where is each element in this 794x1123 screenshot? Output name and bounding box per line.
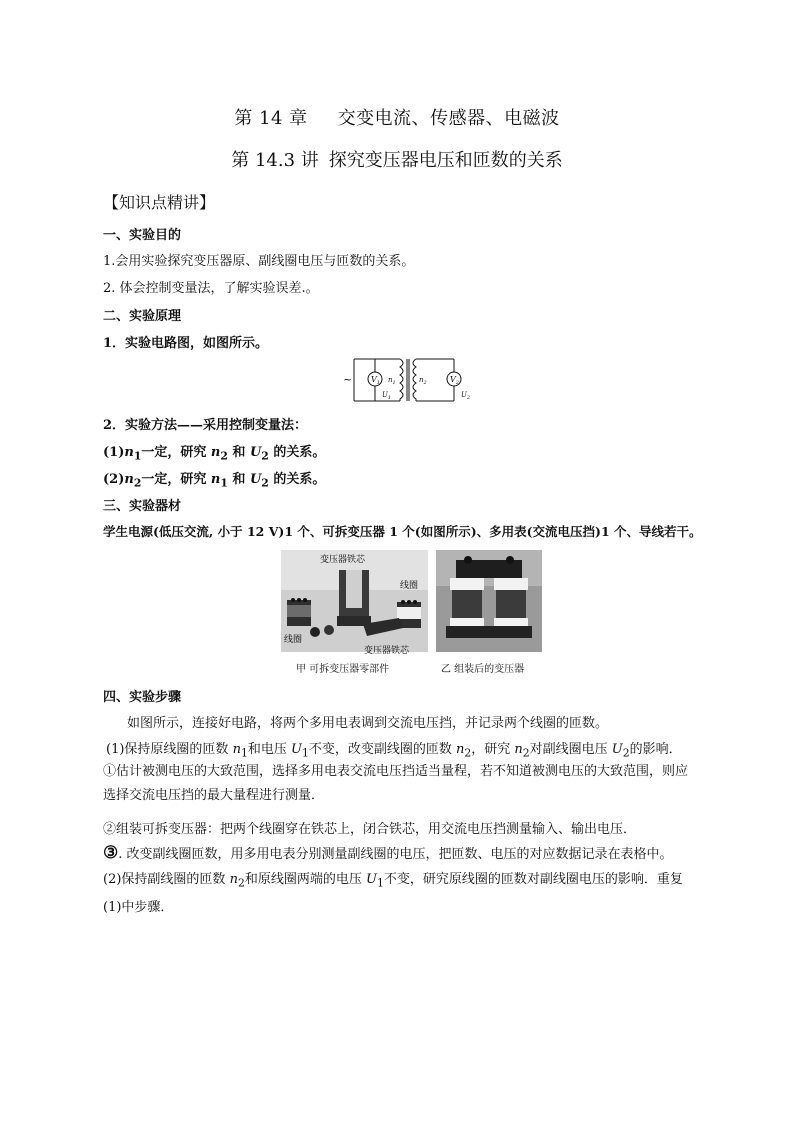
- section1-item-1: 1.会用实验探究变压器原、副线圈电压与匝数的关系。: [103, 254, 415, 269]
- label-coil-left: 线圈: [284, 635, 303, 645]
- method-case-2: [103, 468, 325, 490]
- lecture-number: 第 14.3 讲: [231, 150, 319, 171]
- section3-materials: 学生电源(低压交流, 小于 12 V)1 个、可拆变压器 1 个(如图所示)、多用表(交流电压挡)1 个、导线若干。: [103, 524, 702, 539]
- case1-end: 的关系。: [268, 445, 326, 460]
- step-2: [103, 868, 699, 920]
- step-1-sub-1: ①估计被测电压的大致范围，选择多用电表交流电压挡适当量程，若不知道被测电压的大致范围，则应选择交流电压挡的最大量程进行测量．: [103, 764, 689, 803]
- step1-n2b-sub: 2: [522, 746, 530, 760]
- step1-n2-sub: 2: [464, 746, 472, 760]
- case1-var-c-sub: 2: [261, 449, 269, 463]
- section1-heading: 一、实验目的: [103, 228, 182, 243]
- case2-var-a-sub: 2: [133, 476, 142, 490]
- case2-prefix: (2): [103, 472, 125, 487]
- case1-prefix: (1): [103, 445, 125, 460]
- case2-var-c: U: [249, 472, 262, 487]
- step1-text-4: ，研究: [471, 742, 515, 757]
- step2-u1-sub: 1: [376, 876, 384, 890]
- step2-n2: n: [229, 872, 238, 887]
- case2-mid: 一定，研究: [141, 472, 211, 487]
- lecture-name: 探究变压器电压和匝数的关系: [328, 150, 563, 171]
- step1-u2-sub: 2: [622, 746, 630, 760]
- voltmeter1-sub: 1: [376, 380, 380, 386]
- step1-n1: n: [232, 742, 241, 757]
- case1-mid: 一定，研究: [141, 445, 211, 460]
- svg-text:U2: [461, 391, 470, 401]
- n1-sub: 1: [392, 380, 396, 386]
- u1-label: U: [382, 391, 388, 399]
- case1-var-c: U: [249, 445, 262, 460]
- method-case-1: [103, 441, 325, 463]
- n1-label: n: [388, 376, 393, 384]
- svg-text:U1: [382, 391, 391, 401]
- n2-label: n: [419, 376, 424, 384]
- step1-u1: U: [290, 742, 302, 757]
- step1-text-3: 不变，改变副线圈的匝数: [308, 742, 456, 757]
- svg-text:V2: [450, 375, 459, 386]
- svg-text:n2: [419, 376, 427, 386]
- case1-var-b-sub: 2: [220, 449, 228, 463]
- case2-var-c-sub: 2: [261, 476, 269, 490]
- voltmeter2-label: V: [450, 375, 456, 384]
- sub3-mark: ③: [103, 843, 119, 863]
- step2-text-1: (2)保持副线圈的匝数: [103, 872, 230, 887]
- step1-u1-sub: 1: [301, 746, 309, 760]
- section2-item-2: 2．实验方法——采用控制变量法：: [103, 418, 308, 433]
- u2-label: U: [461, 391, 467, 399]
- case2-var-a: n: [124, 472, 134, 487]
- assembled-transformer-photo: [436, 550, 542, 652]
- step1-text-6: 的影响．: [629, 742, 682, 757]
- lecture-title: [0, 146, 794, 172]
- label-core-top: 变压器铁芯: [320, 555, 366, 565]
- u1-sub: 1: [387, 395, 392, 401]
- case2-and: 和: [227, 472, 250, 487]
- step-1-sub-3: [103, 843, 673, 863]
- step1-n2b: n: [514, 742, 523, 757]
- u2-sub: 2: [466, 395, 470, 401]
- ac-source-symbol: ~: [343, 373, 353, 386]
- case1-var-a-sub: 1: [133, 449, 142, 463]
- step1-text-5: 对副线圈电压: [529, 742, 612, 757]
- n2-sub: 2: [423, 380, 427, 386]
- step-1: [106, 738, 682, 760]
- step1-text-2: 和电压: [247, 742, 291, 757]
- caption-assembled: 乙 组装后的变压器: [441, 664, 525, 675]
- case2-var-b: n: [210, 472, 221, 487]
- knowledge-heading: 【知识点精讲】: [103, 193, 216, 212]
- label-coil-right: 线圈: [400, 581, 419, 591]
- voltmeter2-sub: 2: [455, 380, 459, 386]
- case1-var-a: n: [124, 445, 134, 460]
- chapter-name: 交变电流、传感器、电磁波: [337, 108, 560, 129]
- section3-heading: 三、实验器材: [103, 499, 182, 514]
- step-1-sub-2: ②组装可拆变压器：把两个线圈穿在铁芯上，闭合铁芯，用交流电压挡测量输入、输出电压．: [103, 822, 637, 837]
- step2-text-2: 和原线圈两端的电压: [244, 872, 366, 887]
- case1-and: 和: [227, 445, 250, 460]
- step1-n2: n: [455, 742, 465, 757]
- svg-text:n1: [388, 376, 396, 386]
- transformer-parts-photo: [281, 550, 428, 652]
- case2-end: 的关系。: [268, 472, 326, 487]
- step1-u2: U: [611, 742, 623, 757]
- chapter-title: [0, 104, 794, 130]
- section4-intro: 如图所示，连接好电路，将两个多用电表调到交流电压挡，并记录两个线圈的匝数。: [127, 716, 609, 731]
- step2-text-3: 不变，研究原线圈的匝数对副线圈电压的影响．重复(1)中步骤．: [103, 872, 683, 915]
- step2-n2-sub: 2: [237, 876, 245, 890]
- step1-n1-sub: 1: [240, 746, 248, 760]
- step2-u1: U: [365, 872, 377, 887]
- case2-var-b-sub: 1: [220, 476, 228, 490]
- section4-heading: 四、实验步骤: [103, 690, 182, 705]
- svg-text:V1: [371, 375, 380, 386]
- circuit-diagram: [342, 356, 470, 404]
- section1-item-2: 2. 体会控制变量法，了解实验误差.。: [103, 281, 319, 296]
- label-core-bottom: 变压器铁芯: [364, 646, 410, 656]
- step1-text-1: (1)保持原线圈的匝数: [106, 742, 233, 757]
- caption-parts: 甲 可拆变压器零部件: [296, 664, 390, 675]
- section2-heading: 二、实验原理: [103, 309, 182, 324]
- section2-item-1: 1．实验电路图，如图所示。: [103, 336, 269, 351]
- voltmeter1-label: V: [371, 375, 377, 384]
- chapter-number: 第 14 章: [234, 108, 308, 129]
- case1-var-b: n: [210, 445, 221, 460]
- sub3-text: . 改变副线圈匝数，用多用电表分别测量副线圈的电压，把匝数、电压的对应数据记录在表格中。: [118, 847, 673, 862]
